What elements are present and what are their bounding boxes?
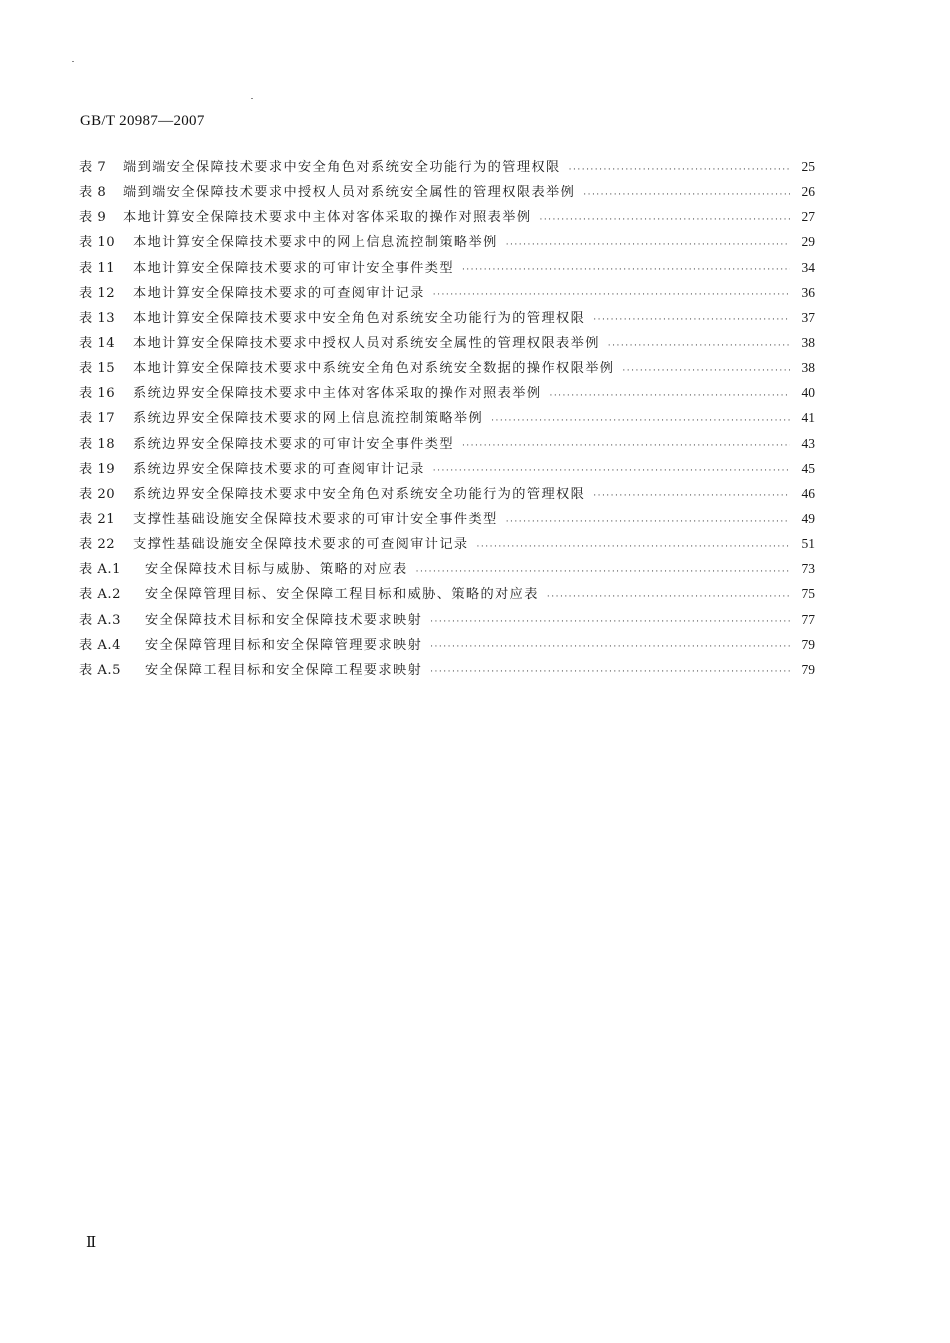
toc-entry-title: 系统边界安全保障技术要求中安全角色对系统安全功能行为的管理权限 — [133, 486, 586, 502]
toc-leader-dots — [430, 617, 790, 627]
table-of-contents — [79, 156, 815, 684]
toc-entry-page-number: 41 — [801, 410, 815, 426]
toc-leader-dots — [462, 265, 790, 275]
standard-code-header: GB/T 20987—2007 — [80, 113, 205, 129]
toc-entry[interactable] — [79, 483, 815, 508]
toc-entry-title: 系统边界安全保障技术要求的可查阅审计记录 — [133, 461, 425, 477]
toc-leader-dots — [593, 491, 790, 501]
toc-entry-label: 表 11 — [79, 260, 116, 276]
toc-entry-page-number: 36 — [801, 284, 815, 300]
toc-leader-dots — [539, 215, 790, 225]
toc-entry-page-number: 27 — [801, 209, 815, 225]
toc-entry-label: 表 19 — [79, 461, 116, 477]
toc-entry-title: 本地计算安全保障技术要求的可审计安全事件类型 — [133, 260, 454, 276]
toc-entry-label: 表 A.4 — [79, 637, 121, 653]
toc-leader-dots — [549, 391, 790, 401]
toc-entry-label: 表 7 — [79, 160, 107, 175]
toc-entry-title: 本地计算安全保障技术要求中主体对客体采取的操作对照表举例 — [123, 210, 532, 226]
toc-entry-title: 系统边界安全保障技术要求中主体对客体采取的操作对照表举例 — [133, 386, 542, 402]
toc-entry-page-number: 38 — [801, 334, 815, 350]
toc-entry-label: 表 13 — [79, 310, 116, 326]
toc-entry[interactable] — [79, 357, 815, 382]
toc-entry-page-number: 49 — [801, 510, 815, 526]
toc-entry-page-number: 25 — [801, 159, 815, 174]
toc-entry-page-number: 79 — [801, 661, 815, 677]
toc-entry-page-number: 29 — [801, 234, 815, 250]
toc-entry[interactable] — [79, 609, 815, 634]
toc-entry-page-number: 34 — [801, 259, 815, 275]
toc-leader-dots — [433, 290, 790, 300]
toc-entry-title: 本地计算安全保障技术要求中系统安全角色对系统安全数据的操作权限举例 — [133, 361, 615, 377]
toc-entry-title: 本地计算安全保障技术要求中授权人员对系统安全属性的管理权限表举例 — [133, 335, 600, 351]
toc-entry-label: 表 8 — [79, 185, 107, 201]
toc-entry-title: 安全保障工程目标和安全保障工程要求映射 — [145, 662, 423, 678]
toc-entry[interactable] — [79, 583, 815, 608]
toc-entry[interactable] — [79, 382, 815, 407]
toc-entry-page-number: 73 — [801, 561, 815, 577]
toc-entry-page-number: 75 — [801, 586, 815, 602]
toc-entry[interactable] — [79, 206, 815, 231]
toc-entry-page-number: 79 — [801, 636, 815, 652]
toc-entry-label: 表 A.2 — [79, 587, 121, 603]
toc-leader-dots — [506, 517, 790, 527]
toc-entry-label: 表 9 — [79, 210, 107, 226]
toc-leader-dots — [583, 190, 790, 200]
toc-entry-page-number: 26 — [801, 184, 815, 200]
toc-entry-title: 支撑性基础设施安全保障技术要求的可审计安全事件类型 — [133, 511, 498, 527]
toc-leader-dots — [491, 416, 790, 426]
toc-entry-page-number: 45 — [801, 460, 815, 476]
toc-leader-dots — [416, 567, 790, 577]
toc-entry-page-number: 37 — [801, 309, 815, 325]
toc-entry[interactable] — [79, 307, 815, 332]
toc-entry[interactable] — [79, 458, 815, 483]
page-number-footer: Ⅱ — [86, 1235, 97, 1251]
toc-leader-dots — [462, 441, 790, 451]
toc-entry-page-number: 51 — [801, 536, 815, 552]
toc-entry-label: 表 20 — [79, 486, 116, 502]
toc-entry-title: 端到端安全保障技术要求中授权人员对系统安全属性的管理权限表举例 — [123, 185, 576, 201]
toc-leader-dots — [622, 366, 790, 376]
toc-leader-dots — [569, 165, 790, 175]
toc-leader-dots — [430, 642, 790, 652]
toc-entry-title: 本地计算安全保障技术要求的可查阅审计记录 — [133, 285, 425, 301]
toc-entry-title: 系统边界安全保障技术要求的可审计安全事件类型 — [133, 436, 454, 452]
toc-entry-title: 本地计算安全保障技术要求中的网上信息流控制策略举例 — [133, 235, 498, 251]
toc-leader-dots — [593, 315, 790, 325]
toc-entry-page-number: 77 — [801, 611, 815, 627]
toc-entry-title: 本地计算安全保障技术要求中安全角色对系统安全功能行为的管理权限 — [133, 310, 586, 326]
toc-entry[interactable] — [79, 634, 815, 659]
toc-leader-dots — [608, 341, 790, 351]
toc-entry[interactable] — [79, 156, 815, 181]
toc-entry-title: 安全保障技术目标和安全保障技术要求映射 — [145, 612, 423, 628]
toc-entry[interactable] — [79, 231, 815, 256]
toc-entry-label: 表 10 — [79, 235, 116, 251]
toc-entry[interactable] — [79, 433, 815, 458]
toc-entry-label: 表 17 — [79, 411, 116, 427]
toc-entry[interactable] — [79, 332, 815, 357]
toc-entry-page-number: 43 — [801, 435, 815, 451]
toc-entry-label: 表 A.1 — [79, 562, 121, 578]
toc-entry[interactable] — [79, 533, 815, 558]
toc-entry-page-number: 38 — [801, 360, 815, 376]
toc-entry-label: 表 12 — [79, 285, 116, 301]
toc-entry[interactable] — [79, 508, 815, 533]
toc-entry-label: 表 15 — [79, 361, 116, 377]
toc-entry-label: 表 22 — [79, 537, 116, 553]
toc-entry-title: 支撑性基础设施安全保障技术要求的可查阅审计记录 — [133, 537, 469, 553]
toc-entry-title: 安全保障技术目标与威胁、策略的对应表 — [145, 562, 408, 578]
toc-entry-label: 表 21 — [79, 511, 116, 527]
toc-leader-dots — [547, 592, 790, 602]
toc-entry-label: 表 18 — [79, 436, 116, 452]
toc-leader-dots — [477, 542, 790, 552]
toc-entry-title: 端到端安全保障技术要求中安全角色对系统安全功能行为的管理权限 — [123, 160, 561, 175]
toc-entry-page-number: 40 — [801, 385, 815, 401]
toc-entry-label: 表 16 — [79, 386, 116, 402]
toc-entry[interactable] — [79, 407, 815, 432]
toc-entry-page-number: 46 — [801, 485, 815, 501]
toc-entry-label: 表 14 — [79, 335, 116, 351]
toc-leader-dots — [430, 667, 790, 677]
toc-leader-dots — [433, 466, 790, 476]
toc-entry[interactable] — [79, 282, 815, 307]
toc-entry[interactable] — [79, 659, 815, 684]
scan-speck — [251, 98, 253, 99]
toc-entry-label: 表 A.3 — [79, 612, 121, 628]
toc-entry-label: 表 A.5 — [79, 662, 121, 678]
toc-entry[interactable] — [79, 257, 815, 282]
toc-entry-title: 安全保障管理目标和安全保障管理要求映射 — [145, 637, 423, 653]
toc-entry-title: 系统边界安全保障技术要求的网上信息流控制策略举例 — [133, 411, 484, 427]
toc-entry[interactable] — [79, 181, 815, 206]
scan-speck — [72, 61, 74, 62]
toc-leader-dots — [506, 240, 790, 250]
toc-entry[interactable] — [79, 558, 815, 583]
toc-entry-title: 安全保障管理目标、安全保障工程目标和威胁、策略的对应表 — [145, 587, 539, 603]
